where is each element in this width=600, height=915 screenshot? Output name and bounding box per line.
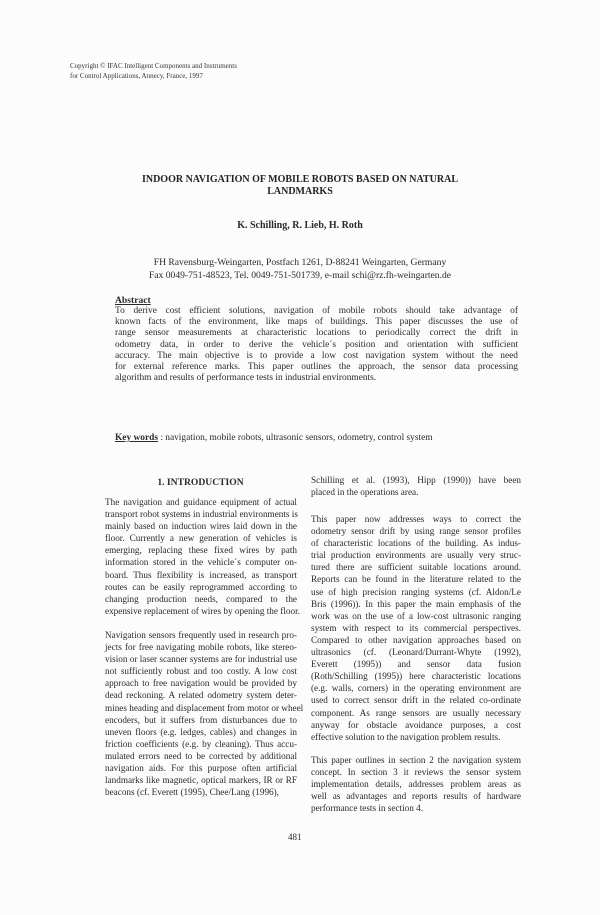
text-line: effective solution to the navigation problem results.	[311, 731, 501, 742]
text-line: well as advantages and reports results of hardware	[311, 791, 521, 802]
copyright-line: for Control Applications, Annecy, France, 1997	[70, 72, 203, 80]
text-line: Compared to other navigation approaches based on	[311, 634, 521, 645]
text-line: ultrasonics (cf. (Leonard/Durrant-Whyte (1992),	[311, 647, 521, 658]
copyright-line: Copyright © IFAC Intelligent Components and Instruments	[70, 62, 237, 70]
text-line: To derive cost efficient solutions, navigation of mobile robots should take advantage of	[115, 306, 518, 316]
text-line: concept. In section 3 it reviews the sensor system	[311, 767, 521, 778]
text-line: component. As range sensors are usually necessary	[311, 707, 521, 718]
text-line: vision or laser scanner systems are for industrial use	[105, 654, 297, 665]
intro-paragraph-4	[311, 513, 521, 743]
text-line: mines heading and displacement from motor or wheel	[105, 702, 304, 713]
keywords	[115, 433, 433, 443]
paper-title	[0, 174, 600, 198]
text-line: This paper outlines in section 2 the navigation system	[311, 755, 521, 765]
text-line: information stored in the vehicle´s computer on-	[105, 557, 297, 568]
text-line: beacons (cf. Everett (1995), Chee/Lang (1996),	[105, 787, 279, 798]
text-line: approach to free navigation would be provided by	[105, 678, 297, 689]
intro-paragraph-3	[311, 474, 521, 498]
text-line: landmarks like magnetic, optical markers, IR or RF	[105, 775, 297, 786]
intro-paragraph-1	[105, 496, 300, 617]
affiliation	[0, 256, 600, 282]
text-line: performance tests in section 4.	[311, 803, 423, 814]
text-line: Reports can be found in the literature related to the	[311, 574, 521, 585]
text-line: use of high precision ranging systems (cf. Aldon/Le	[311, 586, 521, 597]
text-line: Everett (1995)) and sensor data fusion	[311, 659, 521, 670]
text-line: odometry sensor drift by using range sensor profiles	[311, 526, 521, 537]
text-line: of characteristic locations of the building. As indus-	[311, 538, 521, 549]
text-line: changing production needs, compared to the	[105, 593, 297, 604]
text-line: routes can be easily reprogrammed according to	[105, 581, 297, 592]
authors: K. Schilling, R. Lieb, H. Roth	[237, 220, 363, 231]
text-line: emerging, replacing these fixed wires by path	[105, 545, 297, 556]
text-line: placed in the operations area.	[311, 487, 419, 498]
text-line: odometry data, in order to derive the vehicle´s position and orientation with sufficient	[115, 339, 518, 350]
text-line: This paper now addresses ways to correct the	[311, 514, 521, 524]
title-line: INDOOR NAVIGATION OF MOBILE ROBOTS BASED ON NATURAL	[141, 174, 459, 185]
text-line: tured there are sufficient suitable locations around.	[311, 562, 521, 573]
text-line: Navigation sensors frequently used in research pro-	[105, 630, 297, 640]
text-line: for external reference marks. This paper outlines the approach, the sensor data processing	[115, 362, 518, 373]
text-line: trial production environments are usually very struc-	[311, 550, 521, 561]
keywords-label: Key words	[115, 433, 158, 443]
text-line: algorithm and results of performance tests in industrial environments.	[115, 373, 377, 384]
text-line: Bris (1996)). In this paper the main emphasis of the	[311, 598, 521, 609]
text-line: mulated errors need to be corrected by additional	[105, 750, 297, 761]
text-line: (Roth/Schilling (1995)) here characteristic locations	[311, 671, 521, 682]
text-line: anyway for obstacle avoidance purposes, a cost	[311, 719, 521, 730]
text-line: system with respect to its commercial perspectives.	[311, 622, 521, 633]
text-line: used to correct sensor drift in the related co-ordinate	[311, 695, 521, 706]
text-line: work was on the use of a low-cost ultrasonic ranging	[311, 610, 521, 621]
text-line: encoders, but it suffers from disturbances due to	[105, 714, 297, 725]
text-line: floor. Currently a new generation of vehicles is	[105, 533, 297, 544]
affiliation-line: FH Ravensburg-Weingarten, Postfach 1261, D-88241 Weingarten, Germany	[153, 257, 447, 268]
text-line: not sufficiently robust and too costly. A low cost	[105, 666, 297, 677]
text-line: Schilling et al. (1993), Hipp (1990)) have been	[311, 475, 521, 485]
copyright-notice	[70, 61, 237, 81]
page-number: 481	[288, 832, 302, 842]
text-line: expensive replacement of wires by opening the floor.	[105, 605, 300, 616]
keywords-list: : navigation, mobile robots, ultrasonic sensors, odometry, control system	[157, 433, 433, 443]
text-line: (e.g. walls, corners) in the operating environment are	[311, 683, 521, 694]
text-line: uneven floors (e.g. ledges, cables) and changes in	[105, 726, 297, 737]
section-heading: 1. INTRODUCTION	[157, 477, 244, 488]
text-line: The navigation and guidance equipment of actual	[105, 497, 297, 507]
text-line: dead reckoning. A related odometry system deter-	[105, 690, 297, 701]
text-line: accuracy. The main objective is to provide a low cost navigation system without the need	[115, 350, 518, 361]
intro-paragraph-2	[105, 629, 304, 798]
text-line: mainly based on induction wires laid down in the	[105, 521, 297, 532]
abstract-heading: Abstract	[115, 295, 151, 306]
text-line: jects for free navigating mobile robots, like stereo-	[105, 642, 297, 653]
text-line: implementation details, addresses problem areas as	[311, 779, 521, 790]
text-line: navigation aids. For this purpose often artificial	[105, 763, 297, 774]
affiliation-line: Fax 0049-751-48523, Tel. 0049-751-501739, e-mail schi@rz.fh-weingarten.de	[148, 270, 452, 281]
title-line: LANDMARKS	[267, 186, 333, 197]
intro-paragraph-5	[311, 754, 521, 814]
text-line: range sensor measurements at characteristic locations to periodically correct the drift in	[115, 328, 518, 339]
abstract-text	[115, 306, 518, 384]
text-line: transport robot systems in industrial environments is	[105, 509, 298, 520]
text-line: friction coefficients (e.g. by cleaning). Thus accu-	[105, 738, 297, 749]
text-line: known facts of the environment, like maps of buildings. This paper discusses the use of	[115, 317, 518, 328]
text-line: board. Thus flexibility is increased, as transport	[105, 569, 297, 580]
